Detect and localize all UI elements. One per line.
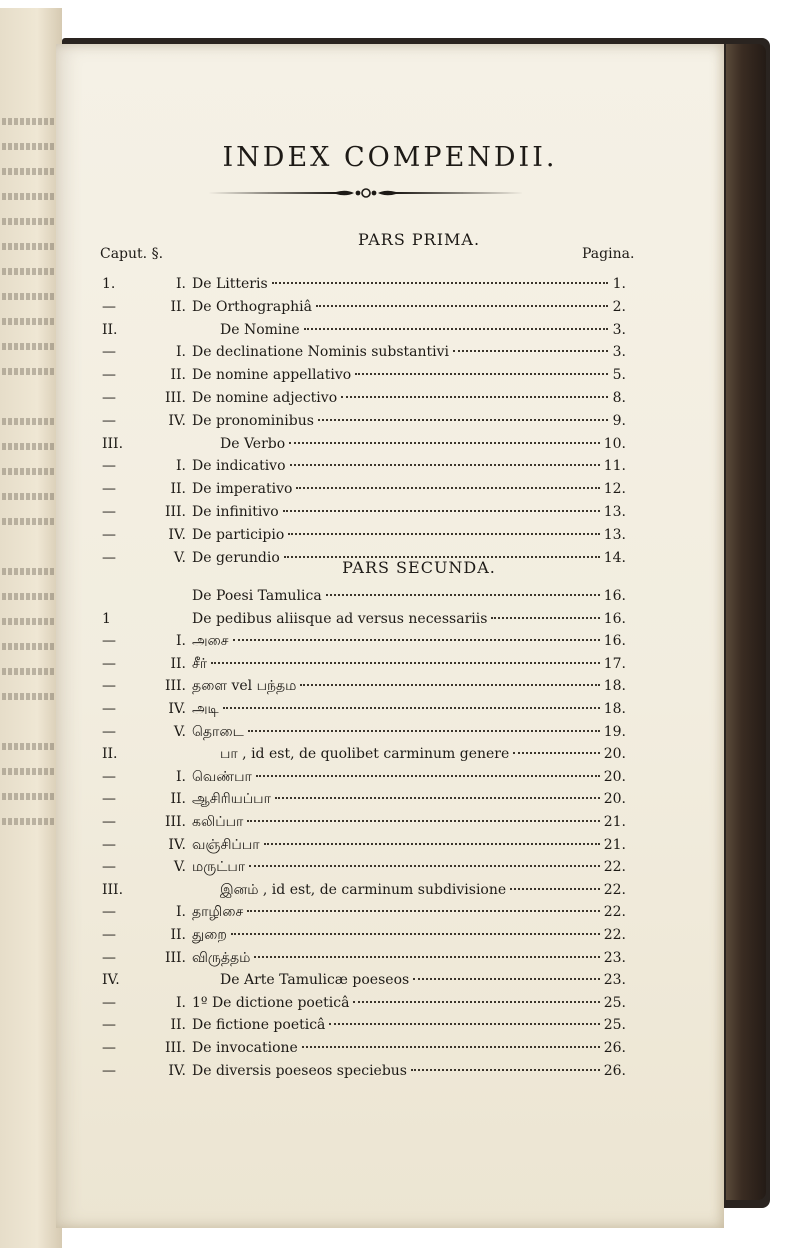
entry-page-number: 19. (603, 723, 626, 740)
entry-title-line (192, 924, 626, 946)
section-number: V. (173, 859, 186, 876)
dot-leader (453, 350, 608, 352)
entry-label: De pronominibus (192, 412, 314, 429)
index-entry-row (96, 630, 626, 652)
ghost-text-line (2, 368, 54, 375)
entry-label: ஆசிரியப்பா (192, 791, 271, 808)
entry-title-line (220, 319, 626, 341)
entry-page-number: 13. (603, 526, 626, 543)
ghost-text-line (2, 418, 54, 425)
dot-leader (326, 594, 600, 596)
entry-label: மருட்பா (192, 859, 246, 876)
ghost-text-line (2, 193, 54, 200)
page-title: INDEX COMPENDII. (222, 142, 558, 173)
caput-number: — (102, 298, 116, 315)
index-entry-row (96, 387, 626, 409)
caput-number: — (102, 1017, 116, 1034)
entry-label: De Arte Tamulicæ poeseos (220, 972, 410, 989)
column-head-pagina: Pagina. (582, 246, 635, 262)
index-entry-row (96, 766, 626, 788)
section-number: III. (164, 814, 186, 830)
section-number: II. (170, 655, 186, 672)
caput-number: — (102, 526, 116, 543)
caput-number: — (102, 994, 116, 1011)
entry-page-number: 14. (603, 549, 626, 566)
part-two-heading: PARS SECUNDA. (342, 558, 496, 577)
entry-title-line (192, 1060, 626, 1082)
entry-label: சீர் (192, 655, 208, 672)
entry-page-number: 10. (603, 435, 626, 452)
caput-number: — (102, 1040, 116, 1056)
entry-title-line (192, 766, 626, 788)
entry-page-number: 18. (603, 678, 626, 695)
index-entry-row (96, 273, 626, 295)
entry-title-line (192, 788, 626, 810)
entry-label: De Orthographiâ (192, 298, 313, 315)
section-number: II. (170, 367, 186, 384)
entry-page-number: 16. (603, 588, 626, 604)
caput-number: IV. (102, 972, 120, 989)
entry-title-line (192, 1037, 626, 1059)
entry-title-line (192, 296, 626, 318)
entry-title-line (192, 478, 626, 500)
caput-number: — (102, 678, 116, 695)
section-number: I. (176, 458, 186, 475)
caput-number: — (102, 836, 116, 853)
entry-label: இனம் , id est, de carminum subdivisione (220, 881, 507, 898)
entry-label: De Nomine (220, 321, 300, 338)
index-entry-row (96, 675, 626, 697)
caput-number: — (102, 1062, 116, 1079)
caput-number: III. (102, 435, 124, 452)
index-entry-row (96, 478, 626, 500)
entry-page-number: 17. (603, 655, 626, 672)
entry-label: துறை (192, 927, 227, 943)
index-entry-row (96, 1037, 626, 1059)
dot-leader (316, 305, 608, 307)
entry-title-line (192, 653, 626, 675)
entry-label: De nomine adjectivo (192, 390, 338, 406)
dot-leader (254, 956, 599, 958)
entry-title-line (192, 856, 626, 878)
dot-leader (290, 464, 600, 466)
dot-leader (300, 684, 599, 686)
section-number: I. (176, 994, 186, 1011)
dot-leader (296, 487, 599, 489)
dot-leader (233, 639, 600, 641)
dot-leader (256, 775, 600, 777)
entry-label: De imperativo (192, 481, 293, 498)
entry-title-line (220, 969, 626, 991)
entry-title-line (192, 947, 626, 969)
index-entry-row (96, 455, 626, 477)
entry-label: De Litteris (192, 276, 268, 292)
ghost-text-line (2, 168, 54, 175)
caput-number: — (102, 344, 116, 361)
entry-page-number: 23. (603, 949, 626, 966)
section-number: II. (170, 298, 186, 315)
entry-label: தாழிசை (192, 904, 244, 921)
section-number: II. (170, 481, 186, 498)
entry-title-line (220, 433, 626, 455)
ghost-text-line (2, 493, 54, 500)
entry-label: வெண்பா (192, 768, 252, 785)
caput-number: II. (102, 746, 118, 763)
index-entry-row (96, 992, 626, 1014)
ghost-text-line (2, 743, 54, 750)
ghost-text-line (2, 693, 54, 700)
index-page (56, 44, 724, 1228)
section-number: IV. (168, 701, 186, 717)
section-number: IV. (168, 1062, 186, 1079)
section-number: II. (170, 1017, 186, 1034)
ghost-text-line (2, 218, 54, 225)
entry-page-number: 22. (603, 881, 626, 898)
ghost-text-line (2, 668, 54, 675)
entry-page-number: 12. (603, 481, 626, 498)
section-number: IV. (168, 836, 186, 853)
entry-title-line (192, 364, 626, 386)
section-number: III. (164, 390, 186, 406)
index-entry-row (96, 296, 626, 318)
entry-label: தொடை (192, 723, 244, 740)
entry-label: De nomine appellativo (192, 367, 352, 384)
index-entry-row (96, 501, 626, 523)
section-number: IV. (168, 526, 186, 543)
ghost-text-line (2, 268, 54, 275)
index-entry-row (96, 319, 626, 341)
dot-leader (248, 730, 600, 732)
entry-label: De pedibus aliisque ad versus necessariis (192, 610, 488, 627)
entry-page-number: 20. (603, 746, 626, 763)
entry-label: 1º De dictione poeticâ (192, 994, 350, 1011)
dot-leader (211, 662, 600, 664)
entry-title-line (192, 585, 626, 607)
entry-page-number: 13. (603, 504, 626, 520)
index-entry-row (96, 1060, 626, 1082)
index-entry-row (96, 924, 626, 946)
entry-label: கலிப்பா (192, 814, 244, 830)
ghost-text-line (2, 343, 54, 350)
dot-leader (289, 442, 600, 444)
caput-number: — (102, 412, 116, 429)
entry-page-number: 26. (603, 1040, 626, 1056)
entry-page-number: 11. (603, 458, 626, 475)
caput-number: — (102, 791, 116, 808)
dot-leader (272, 282, 608, 284)
caput-number: — (102, 768, 116, 785)
dot-leader (355, 373, 608, 375)
ornament-divider-icon (206, 186, 526, 200)
entry-title-line (192, 387, 626, 409)
caput-number: — (102, 814, 116, 830)
dot-leader (318, 419, 608, 421)
entry-page-number: 9. (612, 412, 626, 429)
dot-leader (304, 328, 608, 330)
entry-title-line (192, 992, 626, 1014)
index-entry-row (96, 524, 626, 546)
entry-label: பா , id est, de quolibet carminum genere (220, 746, 510, 763)
entry-label: De declinatione Nominis substantivi (192, 344, 450, 361)
index-entry-row (96, 834, 626, 856)
entry-page-number: 22. (603, 859, 626, 876)
entry-label: வஞ்சிப்பா (192, 836, 260, 853)
entry-page-number: 18. (603, 701, 626, 717)
caput-number: — (102, 723, 116, 740)
entry-title-line (192, 273, 626, 295)
dot-leader (329, 1023, 599, 1025)
dot-leader (275, 797, 600, 799)
index-entry-row (96, 585, 626, 607)
caput-number: — (102, 390, 116, 406)
caput-number: — (102, 701, 116, 717)
entry-label: De gerundio (192, 549, 280, 566)
section-number: III. (164, 504, 186, 520)
section-number: III. (164, 949, 186, 966)
dot-leader (510, 888, 600, 890)
index-entry-row (96, 788, 626, 810)
ghost-text-line (2, 593, 54, 600)
entry-page-number: 22. (603, 904, 626, 921)
entry-title-line (192, 675, 626, 697)
entry-title-line (192, 341, 626, 363)
entry-page-number: 20. (603, 791, 626, 808)
entry-title-line (192, 901, 626, 923)
entry-page-number: 21. (603, 814, 626, 830)
entry-page-number: 16. (603, 633, 626, 650)
index-entry-row (96, 811, 626, 833)
entry-page-number: 1. (612, 276, 626, 292)
index-entry-row (96, 901, 626, 923)
section-number: IV. (168, 412, 186, 429)
section-number: V. (173, 723, 186, 740)
caput-number: — (102, 633, 116, 650)
entry-title-line (220, 743, 626, 765)
ghost-text-line (2, 143, 54, 150)
entry-page-number: 21. (603, 836, 626, 853)
caput-number: — (102, 655, 116, 672)
entry-page-number: 25. (603, 994, 626, 1011)
entry-label: அசை (192, 633, 229, 650)
section-number: II. (170, 927, 186, 943)
section-number: I. (176, 633, 186, 650)
ghost-text-line (2, 293, 54, 300)
caput-number: 1 (102, 610, 111, 627)
dot-leader (231, 933, 600, 935)
caput-number: — (102, 859, 116, 876)
ghost-text-line (2, 468, 54, 475)
entry-title-line (192, 410, 626, 432)
caput-number: — (102, 549, 116, 566)
entry-label: De Verbo (220, 435, 286, 452)
index-entry-row (96, 856, 626, 878)
entry-page-number: 3. (612, 344, 626, 361)
index-entry-row (96, 364, 626, 386)
caput-number: 1. (102, 276, 116, 292)
ghost-text-line (2, 518, 54, 525)
section-number: II. (170, 791, 186, 808)
entry-title-line (192, 630, 626, 652)
dot-leader (411, 1069, 600, 1071)
column-head-caput: Caput. §. (100, 246, 164, 262)
entry-label: De indicativo (192, 458, 286, 475)
caput-number: — (102, 904, 116, 921)
section-number: I. (176, 904, 186, 921)
index-entry-row (96, 410, 626, 432)
ghost-text-line (2, 793, 54, 800)
dot-leader (247, 910, 600, 912)
entry-title-line (192, 834, 626, 856)
entry-label: De participio (192, 526, 285, 543)
dot-leader (491, 617, 599, 619)
index-entry-row (96, 433, 626, 455)
dot-leader (283, 510, 600, 512)
entry-title-line (192, 698, 626, 720)
ghost-text-line (2, 818, 54, 825)
ghost-text-line (2, 443, 54, 450)
caput-number: II. (102, 321, 118, 338)
section-number: III. (164, 1040, 186, 1056)
ghost-text-line (2, 618, 54, 625)
dot-leader (353, 1001, 599, 1003)
ghost-text-line (2, 568, 54, 575)
dot-leader (513, 752, 599, 754)
ghost-text-line (2, 118, 54, 125)
dot-leader (341, 396, 608, 398)
entry-title-line (192, 721, 626, 743)
dot-leader (249, 865, 600, 867)
dot-leader (264, 843, 600, 845)
index-entry-row (96, 1014, 626, 1036)
entry-page-number: 2. (612, 298, 626, 315)
entry-title-line (192, 811, 626, 833)
index-entry-row (96, 947, 626, 969)
book-spine-edge (726, 44, 766, 1200)
dot-leader (302, 1046, 600, 1048)
dot-leader (413, 978, 600, 980)
entry-title-line (192, 501, 626, 523)
caput-number: — (102, 481, 116, 498)
entry-title-line (192, 1014, 626, 1036)
entry-page-number: 20. (603, 768, 626, 785)
entry-page-number: 22. (603, 927, 626, 943)
entry-title-line (192, 455, 626, 477)
index-entry-row (96, 608, 626, 630)
ghost-text-line (2, 243, 54, 250)
entry-page-number: 25. (603, 1017, 626, 1034)
entry-title-line (192, 524, 626, 546)
entry-page-number: 5. (612, 367, 626, 384)
index-entry-row (96, 743, 626, 765)
caput-number: — (102, 949, 116, 966)
caput-number: — (102, 367, 116, 384)
ghost-text-line (2, 318, 54, 325)
entry-page-number: 16. (603, 610, 626, 627)
entry-page-number: 26. (603, 1062, 626, 1079)
entry-page-number: 23. (603, 972, 626, 989)
dot-leader (247, 820, 599, 822)
section-number: I. (176, 276, 186, 292)
index-entry-row (96, 969, 626, 991)
caput-number: — (102, 504, 116, 520)
part-one-heading: PARS PRIMA. (357, 230, 481, 249)
entry-label: De infinitivo (192, 504, 279, 520)
entry-label: விருத்தம் (192, 949, 251, 966)
entry-page-number: 8. (612, 390, 626, 406)
section-number: III. (164, 678, 186, 695)
ghost-text-line (2, 643, 54, 650)
section-number: I. (176, 768, 186, 785)
index-entry-row (96, 721, 626, 743)
entry-label: De fictione poeticâ (192, 1017, 326, 1034)
section-number: I. (176, 344, 186, 361)
entry-page-number: 3. (612, 321, 626, 338)
left-facing-page (0, 8, 62, 1248)
entry-label: அடி (192, 701, 219, 717)
entry-label: தளை vel பந்தம (192, 678, 297, 695)
index-entry-row (96, 653, 626, 675)
index-entry-row (96, 698, 626, 720)
entry-label: De diversis poeseos speciebus (192, 1062, 407, 1079)
section-number: V. (173, 549, 186, 566)
index-entry-row (96, 341, 626, 363)
caput-number: III. (102, 881, 124, 898)
dot-leader (223, 707, 600, 709)
entry-label: De Poesi Tamulica (192, 588, 322, 604)
index-entry-row (96, 879, 626, 901)
caput-number: — (102, 458, 116, 475)
ghost-text-line (2, 768, 54, 775)
entry-label: De invocatione (192, 1040, 298, 1056)
entry-title-line (192, 608, 626, 630)
dot-leader (288, 533, 599, 535)
entry-title-line (220, 879, 626, 901)
caput-number: — (102, 927, 116, 943)
